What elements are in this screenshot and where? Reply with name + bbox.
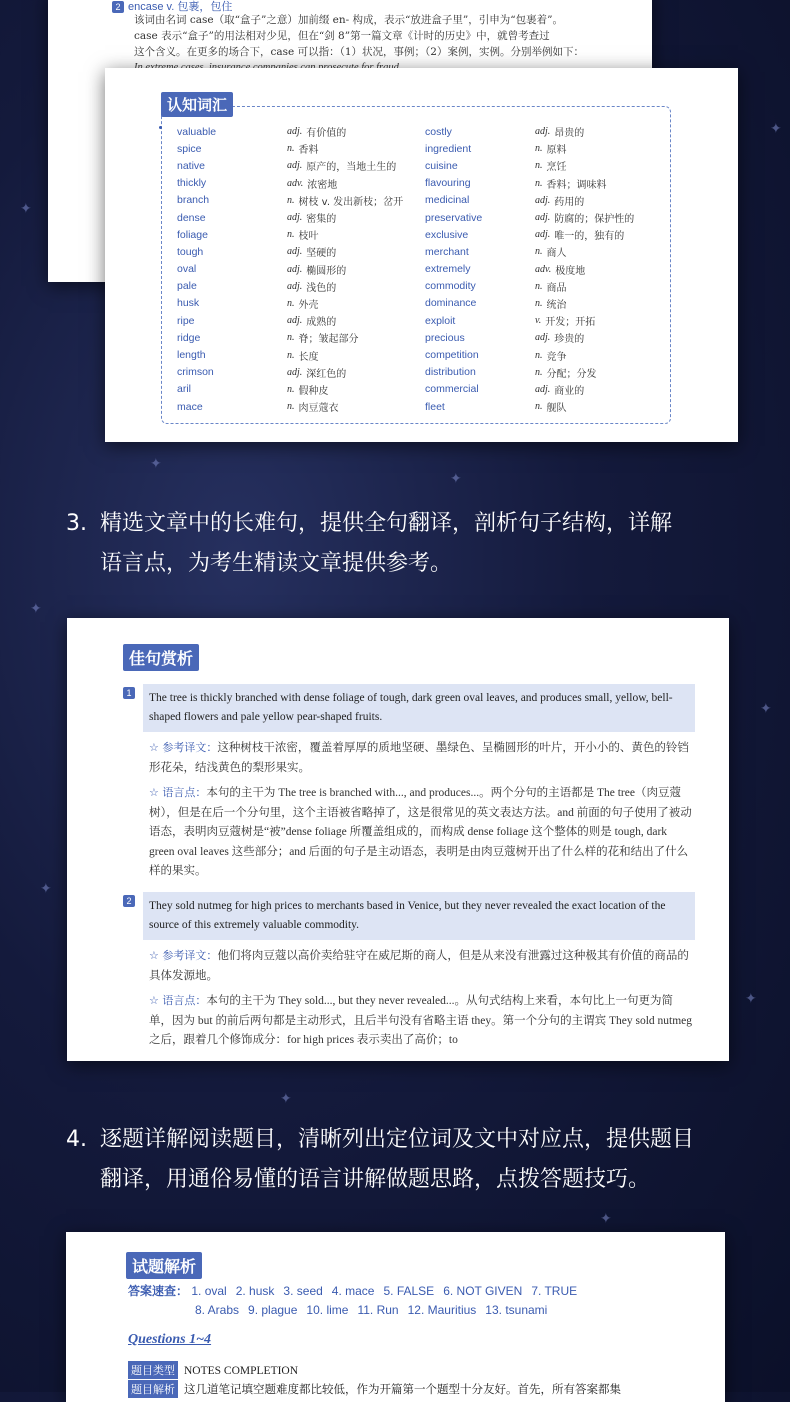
vocab-definition: 香料 xyxy=(298,145,319,157)
vocab-pos: n. xyxy=(287,383,295,395)
vocab-word: distribution xyxy=(425,366,476,379)
heading-line: 精选文章中的长难句，提供全句翻译，剖析句子结构，详解 xyxy=(100,511,673,536)
vocab-definition: 香料；调味料 xyxy=(546,179,607,191)
vocab-pos: adj. xyxy=(535,332,551,344)
vocab-pos: n. xyxy=(287,297,295,309)
vocab-row xyxy=(177,381,403,398)
vocab-pos: adv. xyxy=(535,263,552,275)
type-value: NOTES COMPLETION xyxy=(184,1365,299,1377)
answer-item: 8. Arabs xyxy=(195,1303,240,1317)
vocab-pos: adj. xyxy=(287,160,303,172)
vocab-word: pale xyxy=(177,280,197,293)
answer-item: 5. FALSE xyxy=(383,1284,435,1298)
answers-tag: 试题解析 xyxy=(126,1252,202,1279)
vocab-row xyxy=(425,329,634,346)
vocab-column-right xyxy=(425,123,634,415)
vocab-tag: 认知词汇 xyxy=(161,92,233,117)
translation-text: 他们将肉豆蔻以高价卖给驻守在威尼斯的商人，但是从来没有泄露过这种极其有价值的商品的具体发源地。 xyxy=(149,948,689,982)
vocab-definition: 商人 xyxy=(546,248,567,260)
vocab-word: precious xyxy=(425,331,465,344)
translation-label: ☆ 参考译文： xyxy=(149,949,217,962)
vocab-row xyxy=(177,140,403,157)
vocab-word: exploit xyxy=(425,314,456,327)
vocab-row xyxy=(425,140,634,157)
vocab-row xyxy=(177,278,403,295)
vocab-word: length xyxy=(177,349,206,362)
vocab-row xyxy=(177,226,403,243)
heading-line: 翻译，用通俗易懂的语言讲解做题思路，点拨答题技巧。 xyxy=(100,1167,651,1192)
vocab-row xyxy=(177,312,403,329)
vocab-word: thickly xyxy=(177,177,207,190)
vocab-pos: n. xyxy=(287,401,295,413)
vocab-definition: 防腐的；保护性的 xyxy=(554,214,635,226)
sentence-analysis-card xyxy=(67,618,729,1061)
answer-item: 4. mace xyxy=(331,1284,375,1298)
vocab-word: crimson xyxy=(177,366,214,379)
vocab-row xyxy=(177,346,403,363)
vocab-definition: 极度地 xyxy=(555,265,586,277)
vocab-row xyxy=(425,175,634,192)
vocab-word: dominance xyxy=(425,297,477,310)
vocab-definition: 浓密地 xyxy=(307,179,338,191)
vocab-definition: 密集的 xyxy=(306,214,337,226)
background-star: ✦ xyxy=(600,1210,612,1226)
translation-note xyxy=(149,946,695,985)
answer-row xyxy=(128,1282,586,1299)
translation-text: 这种树枝干浓密，覆盖着厚厚的质地坚硬、墨绿色、呈椭圆形的叶片，开小小的、黄色的铃铛形花朵，结浅黄色的梨形果实。 xyxy=(149,740,689,774)
vocab-pos: n. xyxy=(535,177,543,189)
vocab-word: husk xyxy=(177,297,200,310)
section-heading-3 xyxy=(66,504,672,584)
vocab-row xyxy=(177,364,403,381)
vocab-column-left xyxy=(177,123,403,415)
sentence-item xyxy=(123,684,695,882)
vocab-pos: adj. xyxy=(287,280,303,292)
vocab-row xyxy=(177,157,403,174)
background-star: ✦ xyxy=(150,455,162,471)
answer-item: 7. TRUE xyxy=(531,1284,578,1298)
vocab-pos: adj. xyxy=(287,212,303,224)
entry-body xyxy=(134,12,604,76)
sentence-english: The tree is thickly branched with dense foliage of tough, dark green oval leaves, and produces small, yellow, bell-shaped flowers and pale yellow pear-shaped fruits. xyxy=(143,684,695,732)
vocab-row xyxy=(425,312,634,329)
vocab-row xyxy=(425,364,634,381)
entry-number: 2 xyxy=(112,1,124,13)
vocab-row xyxy=(425,295,634,312)
vocab-row xyxy=(425,398,634,415)
vocab-word: costly xyxy=(425,125,452,138)
vocab-pos: n. xyxy=(535,349,543,361)
vocab-definition: 深红色的 xyxy=(306,368,347,380)
vocab-definition: 脊；皱起部分 xyxy=(298,334,359,346)
entry-line: 该词由名词 case（取“盒子”之意）加前缀 en- 构成，表示“放进盒子里”，引申为“包裹着”。 xyxy=(134,14,563,26)
vocab-pos: n. xyxy=(535,160,543,172)
vocab-definition: 商品 xyxy=(546,282,567,294)
vocab-pos: n. xyxy=(535,401,543,413)
heading-line: 逐题详解阅读题目，清晰列出定位词及文中对应点，提供题目 xyxy=(100,1127,695,1152)
vocab-word: spice xyxy=(177,142,202,155)
vocab-word: oval xyxy=(177,263,197,276)
vocab-definition: 原料 xyxy=(546,145,567,157)
answer-item: 1. oval xyxy=(191,1284,227,1298)
vocab-bullet xyxy=(159,126,162,129)
vocab-pos: n. xyxy=(287,229,295,241)
vocab-definition: 珍贵的 xyxy=(554,334,585,346)
vocab-row xyxy=(177,261,403,278)
vocab-definition: 烹饪 xyxy=(546,162,567,174)
vocab-row xyxy=(425,157,634,174)
language-label: ☆ 语言点： xyxy=(149,994,206,1007)
vocab-pos: adj. xyxy=(535,212,551,224)
vocab-pos: n. xyxy=(535,366,543,378)
heading-line: 语言点，为考生精读文章提供参考。 xyxy=(100,551,453,576)
language-text: 本句的主干为 The tree is branched with..., and produces...。两个分句的主语都是 The tree（肉豆蔻树），但是在后一个分句里，这个主语被省略掉了，这是很常见的英文表达方法。and 前面的句子使用了被动语态，表明肉豆蔻树是“被”dense foliage 所覆盖组成的，而构成 dense foliage 这个整体的则是 tough, dark green oval leaves 这些部分；and 后面的句子是主动语态，表明是由肉豆蔻树开出了什么样的花和结出了什么样的果实。 xyxy=(149,787,692,877)
vocab-word: extremely xyxy=(425,263,471,276)
vocab-definition: 树枝 v. 发出新枝；岔开 xyxy=(298,196,404,208)
translation-note xyxy=(149,738,695,777)
vocab-definition: 枝叶 xyxy=(298,231,319,243)
answer-label: 答案速查： xyxy=(128,1284,189,1298)
vocab-word: aril xyxy=(177,383,192,396)
vocab-definition: 浅色的 xyxy=(306,282,337,294)
vocab-pos: n. xyxy=(535,246,543,258)
answer-item: 9. plague xyxy=(248,1303,298,1317)
vocab-pos: n. xyxy=(535,143,543,155)
language-note xyxy=(149,783,695,882)
vocab-row xyxy=(425,278,634,295)
vocab-word: native xyxy=(177,159,206,172)
vocab-row xyxy=(425,192,634,209)
vocab-row xyxy=(425,261,634,278)
vocab-row xyxy=(425,381,634,398)
background-star: ✦ xyxy=(280,1090,292,1106)
vocab-definition: 有价值的 xyxy=(306,128,347,140)
vocab-word: fleet xyxy=(425,400,445,413)
vocab-pos: adj. xyxy=(535,194,551,206)
vocab-word: cuisine xyxy=(425,159,458,172)
vocab-pos: adj. xyxy=(287,366,303,378)
answer-items xyxy=(191,1284,586,1298)
answer-row xyxy=(195,1303,556,1317)
vocab-pos: n. xyxy=(287,194,295,206)
background-star: ✦ xyxy=(760,700,772,716)
vocab-definition: 椭圆形的 xyxy=(306,265,347,277)
sentence-item xyxy=(123,892,695,1051)
vocab-word: commodity xyxy=(425,280,476,293)
vocab-row xyxy=(177,192,403,209)
vocab-definition: 成熟的 xyxy=(306,317,337,329)
background-star: ✦ xyxy=(30,600,42,616)
vocab-definition: 商业的 xyxy=(554,385,585,397)
vocab-word: competition xyxy=(425,349,479,362)
entry-word: encase v. 包裹，包住 xyxy=(128,1,233,13)
background-star: ✦ xyxy=(770,120,782,136)
sentence-number: 1 xyxy=(123,687,135,699)
translation-label: ☆ 参考译文： xyxy=(149,741,217,754)
vocab-definition: 假种皮 xyxy=(298,385,329,397)
answer-item: 12. Mauritius xyxy=(407,1303,477,1317)
entry-line: 这个含义。在更多的场合下，case 可以指：（1）状况，事例；（2）案例，实例。分别举例如下： xyxy=(134,46,584,58)
analysis-tag: 题目解析 xyxy=(128,1380,178,1398)
entry-line: case 表示“盒子”的用法相对少见，但在“剑 8”第一篇文章《计时的历史》中，就曾考查过 xyxy=(134,30,550,42)
vocab-definition: 坚硬的 xyxy=(306,248,337,260)
vocab-row xyxy=(425,123,634,140)
vocab-row xyxy=(425,209,634,226)
vocab-pos: n. xyxy=(535,297,543,309)
vocab-pos: n. xyxy=(287,332,295,344)
background-star: ✦ xyxy=(40,880,52,896)
sentence-number: 2 xyxy=(123,895,135,907)
vocab-pos: n. xyxy=(287,143,295,155)
vocab-pos: adj. xyxy=(287,263,303,275)
vocab-pos: adv. xyxy=(287,177,304,189)
vocab-definition: 长度 xyxy=(298,351,319,363)
vocab-word: valuable xyxy=(177,125,217,138)
vocab-pos: adj. xyxy=(287,315,303,327)
vocab-word: flavouring xyxy=(425,177,471,190)
background-star: ✦ xyxy=(450,470,462,486)
vocab-word: ripe xyxy=(177,314,195,327)
language-note xyxy=(149,991,695,1051)
vocab-word: medicinal xyxy=(425,194,470,207)
vocab-word: mace xyxy=(177,400,203,413)
vocab-word: tough xyxy=(177,245,204,258)
language-label: ☆ 语言点： xyxy=(149,786,206,799)
vocab-pos: n. xyxy=(287,349,295,361)
vocab-definition: 分配；分发 xyxy=(546,368,597,380)
vocab-definition: 肉豆蔻衣 xyxy=(298,403,339,415)
analysis-row xyxy=(128,1380,621,1398)
answer-item: 10. lime xyxy=(306,1303,349,1317)
vocab-definition: 舰队 xyxy=(546,403,567,415)
type-tag: 题目类型 xyxy=(128,1361,178,1379)
vocab-pos: adj. xyxy=(287,246,303,258)
vocab-row xyxy=(425,243,634,260)
sentence-tag: 佳句赏析 xyxy=(123,644,199,671)
answer-item: 6. NOT GIVEN xyxy=(443,1284,523,1298)
vocab-row xyxy=(177,295,403,312)
vocab-row xyxy=(425,226,634,243)
vocab-definition: 唯一的，独有的 xyxy=(554,231,625,243)
vocab-word: dense xyxy=(177,211,206,224)
vocab-word: ingredient xyxy=(425,142,472,155)
vocab-pos: adj. xyxy=(535,229,551,241)
vocab-row xyxy=(177,123,403,140)
vocab-definition: 药用的 xyxy=(554,196,585,208)
answer-item: 13. tsunami xyxy=(485,1303,548,1317)
vocab-card xyxy=(105,68,738,442)
section-heading-4 xyxy=(66,1120,694,1200)
background-star: ✦ xyxy=(745,990,757,1006)
heading-number: 4. xyxy=(66,1127,87,1152)
vocab-row xyxy=(177,209,403,226)
question-type-row xyxy=(128,1361,298,1379)
background-star: ✦ xyxy=(20,200,32,216)
vocab-pos: v. xyxy=(535,315,542,327)
heading-number: 3. xyxy=(66,511,87,536)
vocab-definition: 统治 xyxy=(546,299,567,311)
vocab-row xyxy=(177,398,403,415)
answer-item: 3. seed xyxy=(283,1284,323,1298)
vocab-word: merchant xyxy=(425,245,469,258)
vocab-word: branch xyxy=(177,194,210,207)
vocab-pos: adj. xyxy=(535,383,551,395)
vocab-pos: adj. xyxy=(535,126,551,138)
vocab-word: ridge xyxy=(177,331,201,344)
vocab-definition: 昂贵的 xyxy=(554,128,585,140)
vocab-pos: adj. xyxy=(287,126,303,138)
vocab-pos: n. xyxy=(535,280,543,292)
vocab-row xyxy=(177,329,403,346)
answers-card xyxy=(66,1232,725,1402)
answer-item: 2. husk xyxy=(235,1284,275,1298)
language-text: 本句的主干为 They sold..., but they never revealed...。从句式结构上来看，本句比上一句更为简单，因为 but 的前后两句都是主动形式，且后半句没有省略主语 they。第一个分句的主谓宾 They sold nutmeg 之后，跟着几个修饰成分：for high prices 表示卖出了高价；to xyxy=(149,995,693,1046)
vocab-definition: 竞争 xyxy=(546,351,567,363)
answer-item: 11. Run xyxy=(357,1303,399,1317)
vocab-row xyxy=(425,346,634,363)
vocab-word: commercial xyxy=(425,383,479,396)
vocab-row xyxy=(177,243,403,260)
vocab-row xyxy=(177,175,403,192)
vocab-word: preservative xyxy=(425,211,483,224)
vocab-definition: 开发；开拓 xyxy=(545,317,596,329)
sentence-english: They sold nutmeg for high prices to merchants based in Venice, but they never revealed the exact location of the source of this extremely valuable commodity. xyxy=(143,892,695,940)
answer-items xyxy=(195,1303,556,1317)
questions-title: Questions 1~4 xyxy=(128,1332,212,1347)
vocab-word: exclusive xyxy=(425,228,469,241)
analysis-text: 这几道笔记填空题难度都比较低，作为开篇第一个题型十分友好。首先，所有答案都集 xyxy=(184,1382,621,1396)
vocab-definition: 外壳 xyxy=(298,299,319,311)
vocab-word: foliage xyxy=(177,228,208,241)
vocab-definition: 原产的，当地土生的 xyxy=(306,162,397,174)
